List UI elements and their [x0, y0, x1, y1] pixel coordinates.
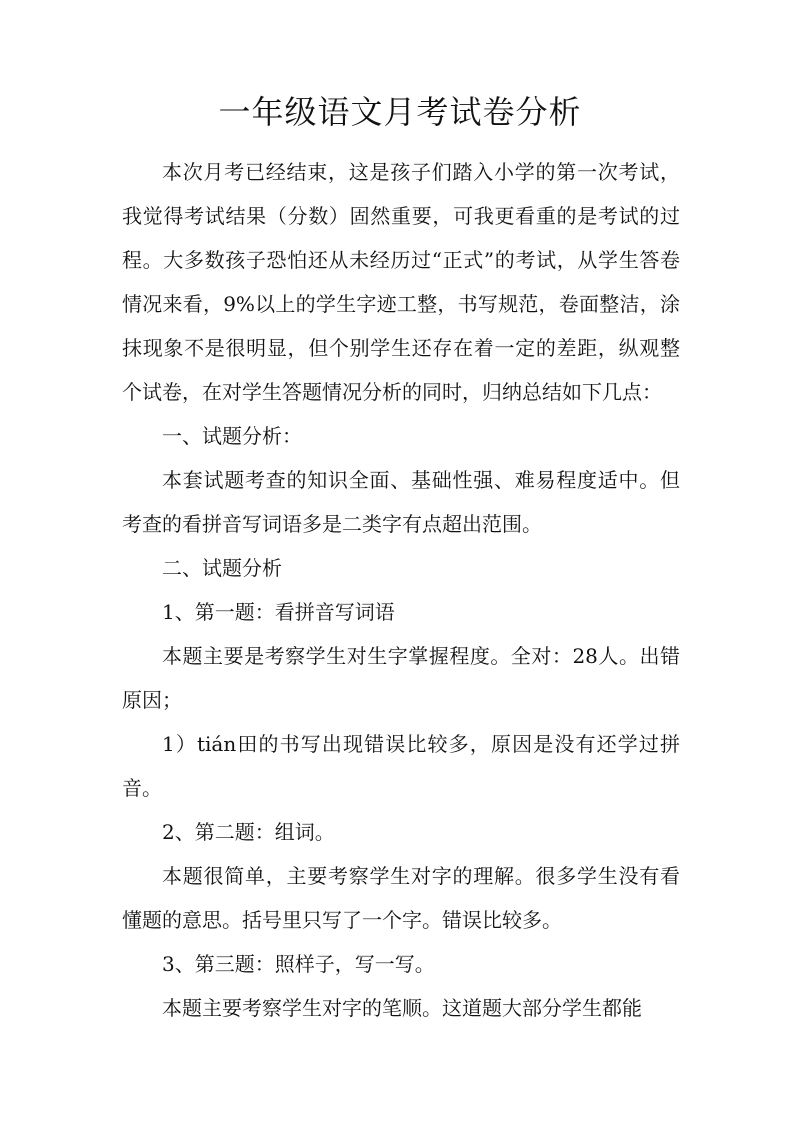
- paragraph-section-1: 本套试题考查的知识全面、基础性强、难易程度适中。但考查的看拼音写词语多是二类字有点超出范围。: [122, 468, 680, 536]
- heading-section-2: 二、试题分析: [162, 556, 282, 580]
- heading-question-2: 2、第二题：组词。: [162, 820, 335, 844]
- paragraph-question-1: 本题主要是考察学生对生字掌握程度。全对：28人。出错原因；: [122, 644, 680, 712]
- heading-section-1: 一、试题分析：: [162, 424, 302, 448]
- document-title: 一年级语文月考试卷分析: [218, 93, 582, 131]
- paragraph-intro: 本次月考已经结束，这是孩子们踏入小学的第一次考试，我觉得考试结果（分数）固然重要，可我更看重的是考试的过程。大多数孩子恐怕还从未经历过“正式”的考试，从学生答卷情况来看，9%以上的学生字迹工整，书写规范，卷面整洁，涂抹现象不是很明显，但个别学生还存在着一定的差距，纵观整个试卷，在对学生答题情况分析的同时，归纳总结如下几点：: [122, 160, 680, 404]
- paragraph-question-3: 本题主要考察学生对字的笔顺。这道题大部分学生都能: [162, 996, 642, 1020]
- heading-question-3: 3、第三题：照样子，写一写。: [162, 952, 435, 976]
- heading-question-1: 1、第一题：看拼音写词语: [162, 600, 395, 624]
- paragraph-question-1-error: 1）tián田的书写出现错误比较多，原因是没有还学过拼音。: [122, 732, 680, 800]
- paragraph-question-2: 本题很简单，主要考察学生对字的理解。很多学生没有看懂题的意思。括号里只写了一个字。错误比较多。: [122, 864, 680, 932]
- document-body: [122, 150, 680, 1030]
